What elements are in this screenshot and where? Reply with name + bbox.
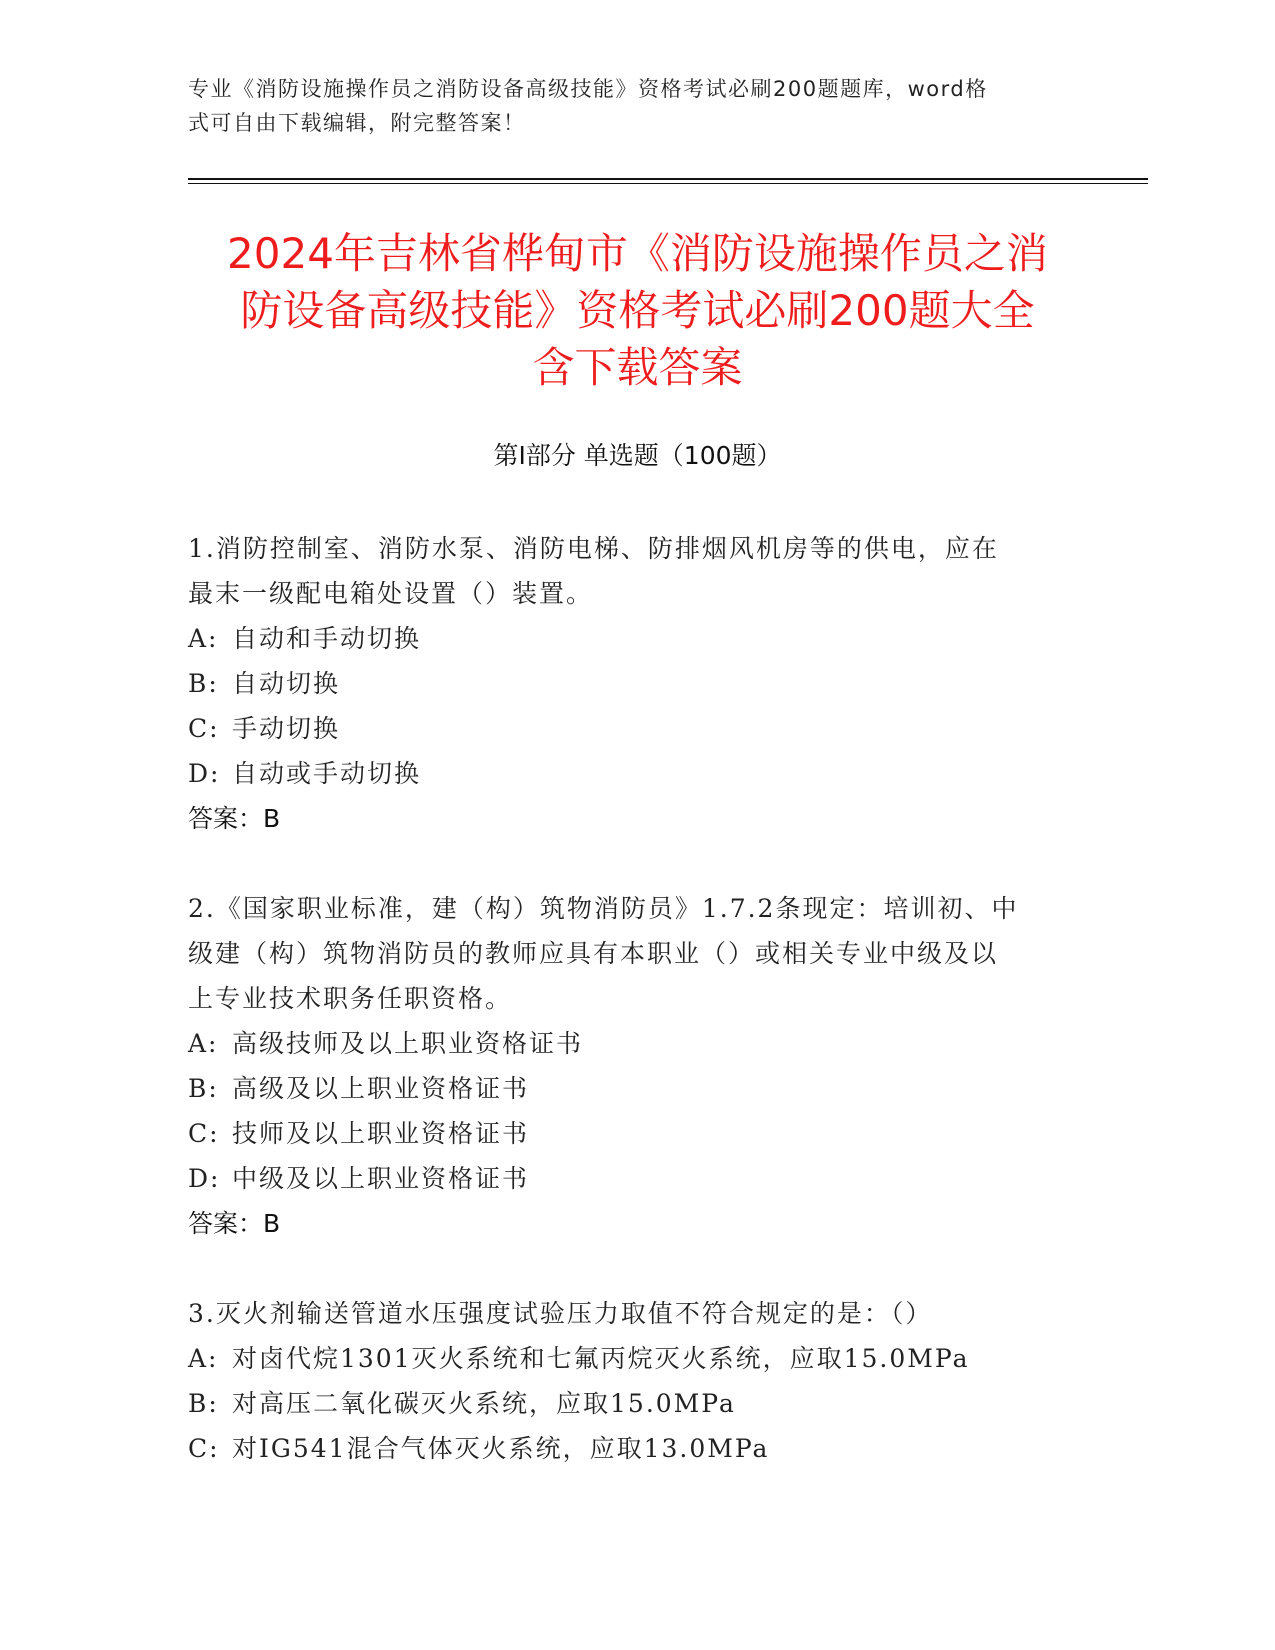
option-letter: C: bbox=[188, 714, 220, 743]
option-d bbox=[188, 751, 1088, 796]
option-b bbox=[188, 1066, 1088, 1111]
question-stem-line: 上专业技术职务任职资格。 bbox=[188, 984, 513, 1013]
title-line: 含下载答案 bbox=[532, 343, 743, 392]
question-item bbox=[188, 886, 1088, 1246]
question-stem-line: 2.《国家职业标准，建（构）筑物消防员》1.7.2条现定：培训初、中 bbox=[188, 894, 1019, 923]
header-note-line: 式可自由下载编辑，附完整答案！ bbox=[188, 111, 526, 135]
option-text: 对卤代烷1301灭火系统和七氟丙烷灭火系统，应取15.0MPa bbox=[232, 1344, 970, 1373]
option-d bbox=[188, 1156, 1088, 1201]
option-text: 对IG541混合气体灭火系统，应取13.0MPa bbox=[232, 1434, 770, 1463]
option-letter: B: bbox=[188, 669, 219, 698]
option-letter: A: bbox=[188, 1029, 219, 1058]
option-text: 自动切换 bbox=[232, 669, 341, 698]
title-line: 2024年吉林省桦甸市《消防设施操作员之消 bbox=[227, 229, 1048, 278]
header-note-line: 专业《消防设施操作员之消防设备高级技能》资格考试必刷200题题库，word格 bbox=[188, 77, 988, 101]
option-text: 自动和手动切换 bbox=[232, 624, 422, 653]
option-letter: A: bbox=[188, 1344, 219, 1373]
option-text: 对高压二氧化碳灭火系统，应取15.0MPa bbox=[232, 1389, 736, 1418]
question-stem-line: 最末一级配电箱处设置（）装置。 bbox=[188, 579, 594, 608]
option-a bbox=[188, 1336, 1088, 1381]
option-letter: C: bbox=[188, 1434, 220, 1463]
option-letter: D: bbox=[188, 759, 221, 788]
header-note bbox=[188, 72, 1088, 140]
option-letter: C: bbox=[188, 1119, 220, 1148]
option-c bbox=[188, 1111, 1088, 1156]
question-item bbox=[188, 1291, 1088, 1471]
option-letter: B: bbox=[188, 1074, 219, 1103]
section-heading: 第Ⅰ部分 单选题（100题） bbox=[493, 441, 782, 470]
option-c bbox=[188, 1426, 1088, 1471]
option-text: 高级及以上职业资格证书 bbox=[232, 1074, 530, 1103]
question-stem-line: 1.消防控制室、消防水泵、消防电梯、防排烟风机房等的供电，应在 bbox=[188, 534, 999, 563]
option-text: 高级技师及以上职业资格证书 bbox=[232, 1029, 584, 1058]
question-stem-line: 3.灭火剂输送管道水压强度试验压力取值不符合规定的是：（） bbox=[188, 1299, 933, 1328]
option-letter: D: bbox=[188, 1164, 221, 1193]
option-letter: B: bbox=[188, 1389, 219, 1418]
title-line: 防设备高级技能》资格考试必刷200题大全 bbox=[240, 286, 1035, 335]
header-divider-thick bbox=[188, 178, 1148, 180]
option-c bbox=[188, 706, 1088, 751]
question-list bbox=[188, 526, 1088, 1516]
option-b bbox=[188, 1381, 1088, 1426]
option-text: 自动或手动切换 bbox=[232, 759, 422, 788]
option-a bbox=[188, 1021, 1088, 1066]
page-title bbox=[150, 225, 1125, 396]
option-b bbox=[188, 661, 1088, 706]
question-stem-line: 级建（构）筑物消防员的教师应具有本职业（）或相关专业中级及以 bbox=[188, 939, 999, 968]
option-text: 手动切换 bbox=[232, 714, 341, 743]
header-divider-thin bbox=[188, 183, 1148, 184]
option-text: 中级及以上职业资格证书 bbox=[232, 1164, 530, 1193]
option-letter: A: bbox=[188, 624, 219, 653]
question-item bbox=[188, 526, 1088, 841]
option-text: 技师及以上职业资格证书 bbox=[232, 1119, 530, 1148]
answer-line: 答案：B bbox=[188, 1209, 281, 1238]
answer-line: 答案：B bbox=[188, 804, 281, 833]
option-a bbox=[188, 616, 1088, 661]
